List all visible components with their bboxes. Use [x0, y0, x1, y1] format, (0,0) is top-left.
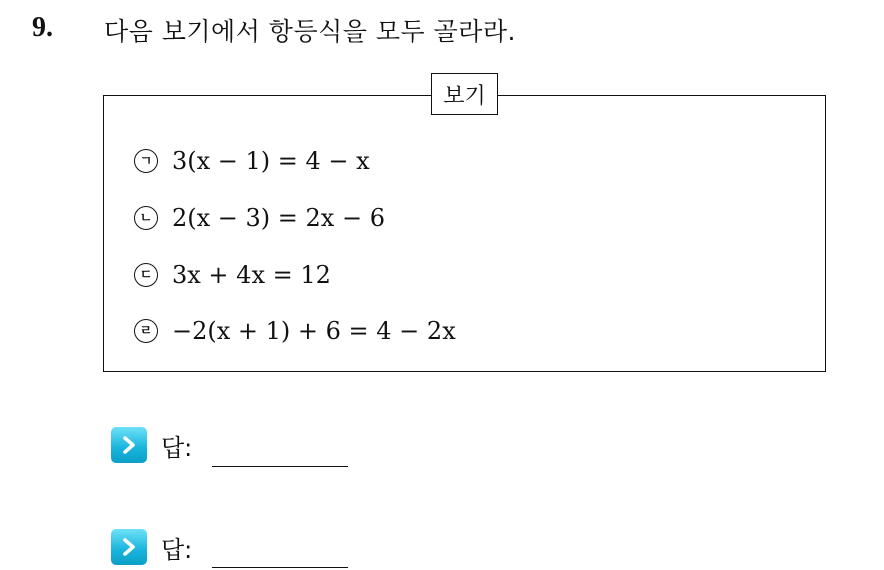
circled-marker-nieun: ㄴ — [134, 206, 158, 230]
answer-label: 답: — [161, 433, 193, 462]
answer-input-line-2[interactable] — [212, 567, 348, 568]
example-item — [134, 258, 331, 292]
chevron-right-icon — [111, 529, 147, 565]
circled-marker-giyeok: ㄱ — [134, 149, 158, 173]
examples-box-label: 보기 — [431, 73, 498, 115]
example-item — [134, 314, 456, 348]
question-number: 9. — [32, 12, 53, 43]
answer-row-1 — [111, 425, 192, 465]
example-item — [134, 144, 370, 178]
equation: 2(x − 3) = 2x − 6 — [172, 204, 385, 232]
equation: −2(x + 1) + 6 = 4 − 2x — [172, 317, 456, 345]
question-text: 다음 보기에서 항등식을 모두 골라라. — [104, 17, 516, 46]
equation: 3(x − 1) = 4 − x — [172, 147, 370, 175]
chevron-right-icon — [111, 427, 147, 463]
equation: 3x + 4x = 12 — [172, 261, 331, 289]
answer-row-2 — [111, 527, 192, 567]
circled-marker-rieul: ㄹ — [134, 319, 158, 343]
answer-input-line-1[interactable] — [212, 466, 348, 467]
example-item — [134, 201, 385, 235]
circled-marker-digeut: ㄷ — [134, 263, 158, 287]
answer-label: 답: — [161, 535, 193, 564]
